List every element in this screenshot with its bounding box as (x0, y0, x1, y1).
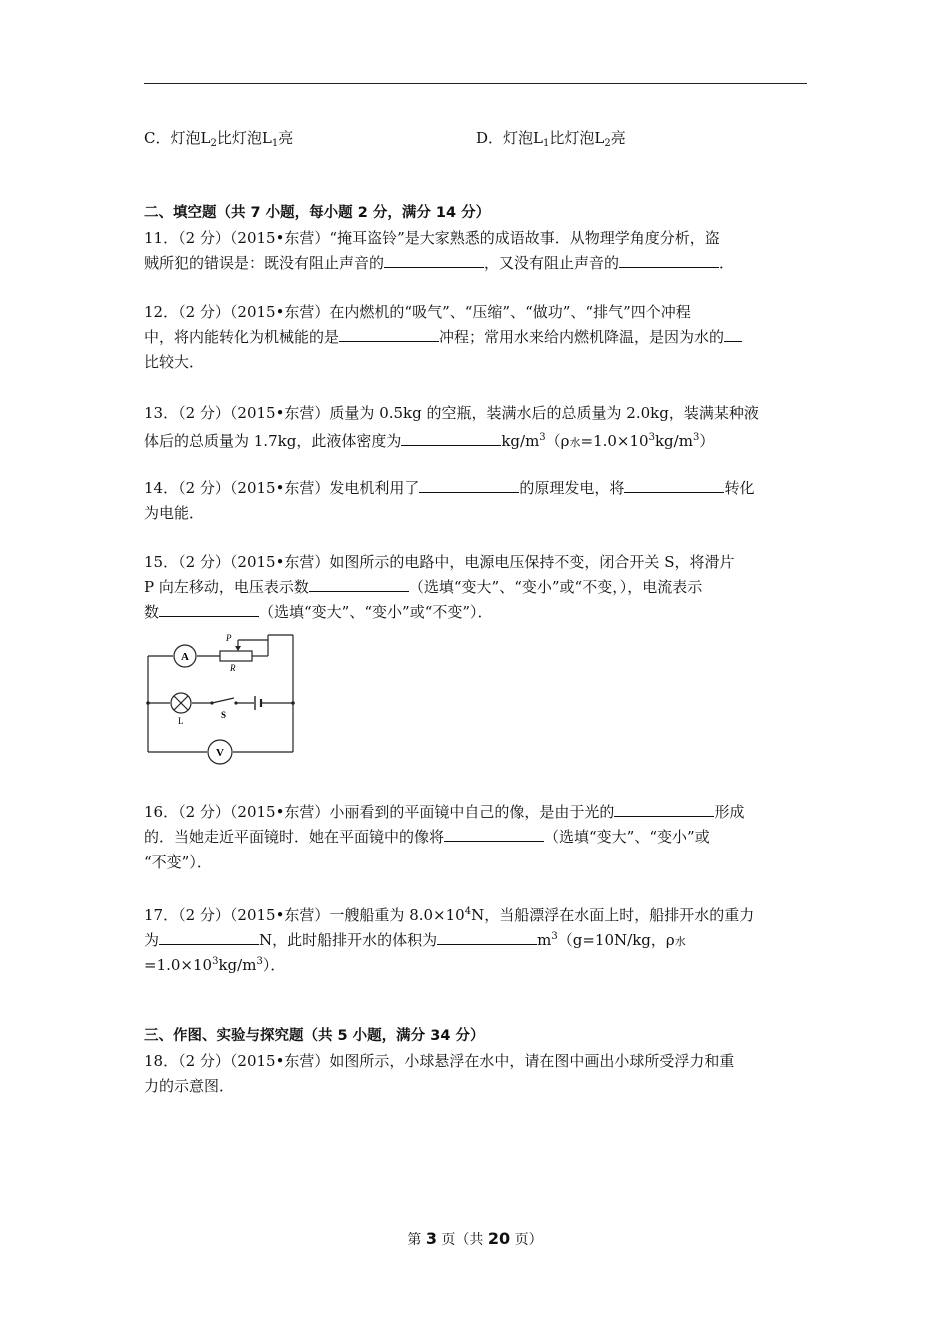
q14-line2: 为电能． (144, 504, 205, 522)
header-rule (144, 83, 807, 84)
voltmeter-label: V (216, 747, 224, 759)
answer-blank[interactable] (724, 327, 742, 342)
option-d: D．灯泡$L_1$比灯泡$L_2$亮 (476, 129, 626, 149)
q17-line1: 17．（2 分）（2015•东营）一艘船重为 $8.0\times 10^4N$，当船漂浮在水面上时，船排开水的重力 (144, 906, 755, 924)
q11-line2: 贼所犯的错误是：既没有阻止声音的 ，又没有阻止声音的 ． (144, 254, 735, 272)
q12-line1: 12．（2 分）（2015•东营）在内燃机的“吸气”、“压缩”、“做功”、“排气”四个冲程 (144, 303, 691, 321)
q17-line2: 为 N，此时船排开水的体积为 $m^3(g=10N/kg$，ρ水 (144, 931, 686, 949)
q12-line3: 比较大． (144, 353, 205, 371)
answer-blank[interactable] (339, 327, 439, 342)
q16-line3: “不变”）． (144, 853, 212, 871)
q14-line1: 14．（2 分）（2015•东营）发电机利用了 的原理发电，将 转化 (144, 479, 755, 497)
slider-label: P (226, 633, 232, 643)
answer-blank[interactable] (444, 827, 544, 842)
q17-line3: $=1.0\times 10^3kg/m^3$）． (144, 956, 286, 974)
answer-blank[interactable] (159, 930, 259, 945)
switch-label: S (221, 710, 227, 720)
page-total: 20 (487, 1229, 511, 1248)
section-2-title: 二、填空题（共 7 小题，每小题 2 分，满分 14 分） (144, 205, 491, 221)
q16-line2: 的．当她走近平面镜时．她在平面镜中的像将 （选填“变大”、“变小”或 (144, 828, 710, 846)
answer-blank[interactable] (401, 431, 501, 446)
q13-line1: 13．（2 分）（2015•东营）质量为 0.5kg 的空瓶，装满水后的总质量为 2.0kg，装满某种液 (144, 404, 759, 422)
section-3-title: 三、作图、实验与探究题（共 5 小题，满分 34 分） (144, 1028, 485, 1044)
q18-line2: 力的示意图． (144, 1077, 235, 1095)
q11-line1: 11．（2 分）（2015•东营）“掩耳盗铃”是大家熟悉的成语故事．从物理学角度分析，盗 (144, 229, 720, 247)
lamp-label: L (178, 716, 184, 726)
q15-line3: 数 （选填“变大”、“变小”或“不变”）． (144, 603, 493, 621)
q15-line1: 15．（2 分）（2015•东营）如图所示的电路中，电源电压保持不变，闭合开关 S，将滑片 (144, 553, 735, 571)
page-number: 3 (425, 1229, 437, 1248)
answer-blank[interactable] (159, 602, 259, 617)
answer-blank[interactable] (384, 253, 484, 268)
answer-blank[interactable] (619, 253, 719, 268)
circuit-diagram (140, 630, 300, 770)
ammeter-label: A (181, 651, 189, 663)
option-c: C．灯泡$L_2$比灯泡$L_1$亮 (144, 129, 294, 149)
answer-blank[interactable] (419, 478, 519, 493)
answer-blank[interactable] (624, 478, 724, 493)
resistor-label: R (230, 663, 236, 673)
answer-blank[interactable] (309, 577, 409, 592)
answer-blank[interactable] (437, 930, 537, 945)
page-footer: 第 3 页（共 20 页） (407, 1229, 543, 1248)
answer-blank[interactable] (614, 802, 714, 817)
q15-line2: P 向左移动，电压表示数 （选填“变大”、“变小”或“不变，），电流表示 (144, 578, 703, 596)
q13-line2: 体后的总质量为 1.7kg，此液体密度为 $kg/m^3(\rho$水$=1.0\times 10^3kg/m^3$） (144, 432, 715, 450)
q12-line2: 中，将内能转化为机械能的是 冲程；常用水来给内燃机降温，是因为水的 (144, 327, 742, 347)
q18-line1: 18．（2 分）（2015•东营）如图所示，小球悬浮在水中，请在图中画出小球所受浮力和重 (144, 1052, 735, 1070)
q16-line1: 16．（2 分）（2015•东营）小丽看到的平面镜中自己的像，是由于光的 形成 (144, 803, 745, 821)
